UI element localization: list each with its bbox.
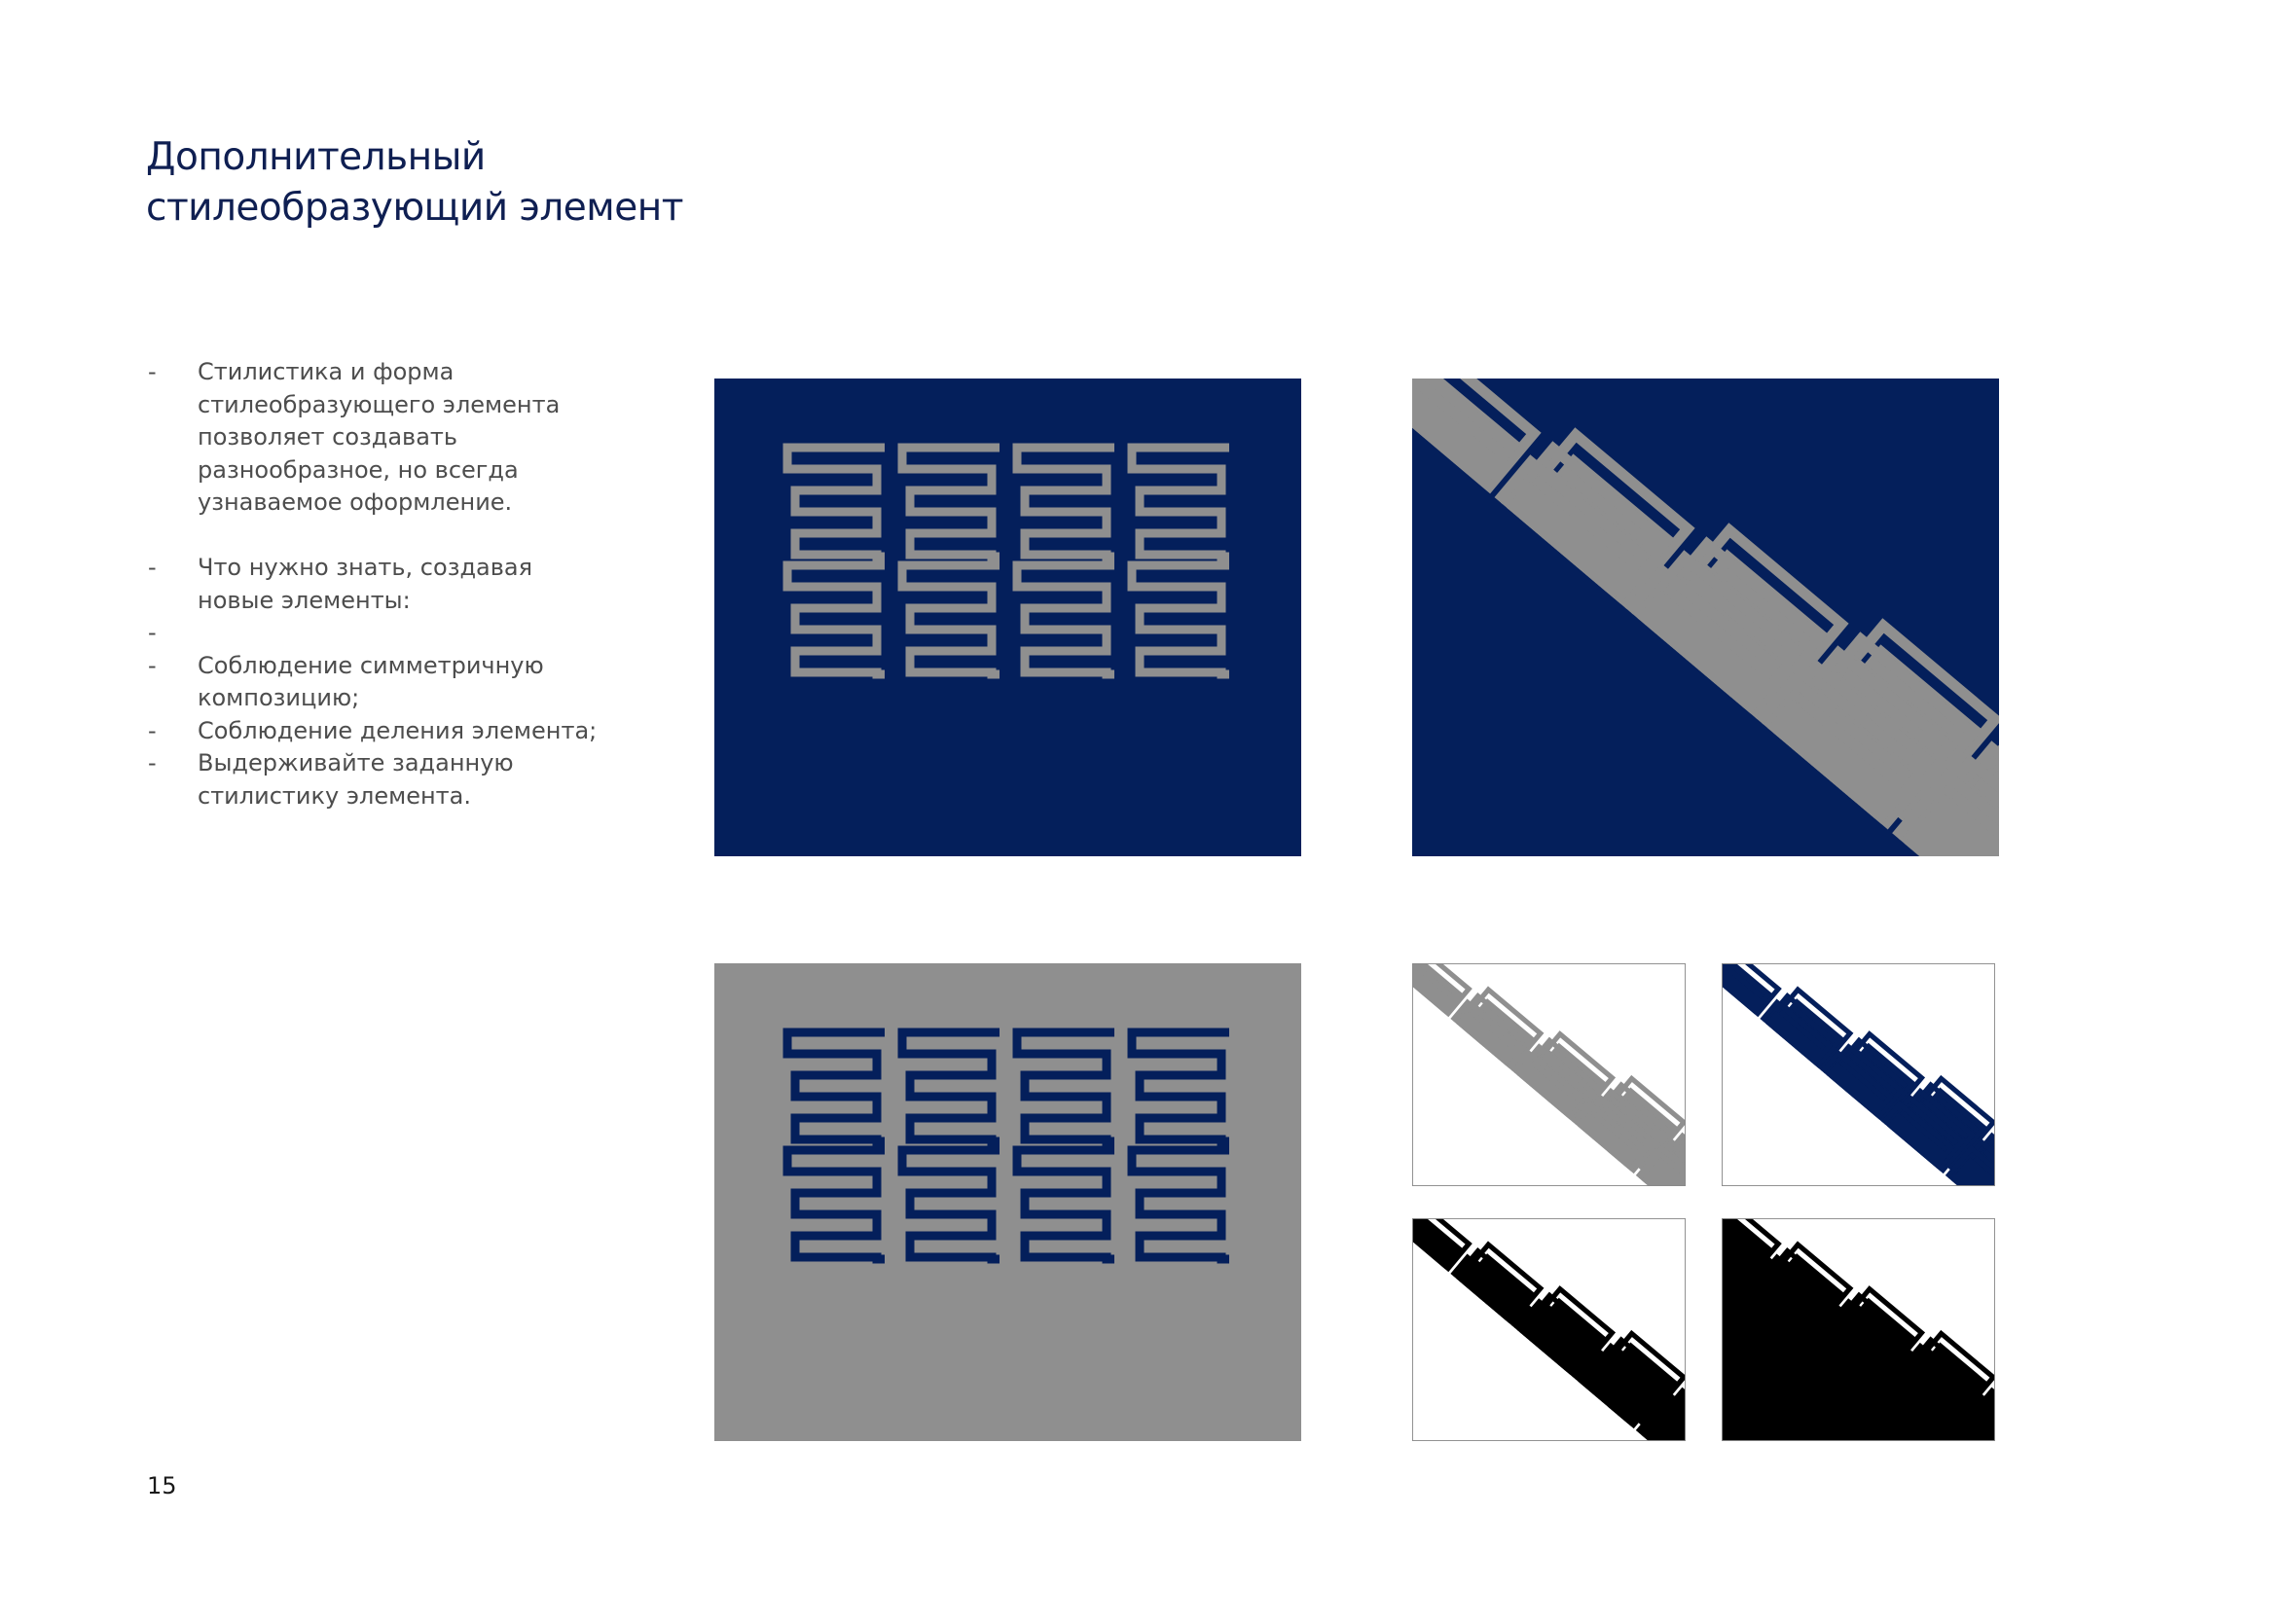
pattern-panel-diagonal-navy (1412, 379, 1999, 856)
bullet-item (146, 747, 603, 812)
pattern-panel-white-grey (1412, 963, 1686, 1186)
pattern-panel-black (1722, 1218, 1995, 1441)
title-line-2: стилеобразующий элемент (146, 186, 683, 230)
bullet-dash: - (148, 749, 157, 776)
bullet-text-line: новые элементы: (198, 586, 411, 614)
bullet-text-line (198, 617, 603, 650)
bullet-text-line: Что нужно знать, создавая (198, 554, 533, 581)
bullet-list (146, 356, 603, 812)
bullet-text-line: стилистику элемента. (198, 781, 471, 810)
meander-grid-grey-graphic (714, 963, 1301, 1441)
meander-diagonal-navy-graphic (1412, 379, 1999, 856)
bullet-text-line: стилеобразующего элемента (198, 390, 561, 418)
pattern-panel-grid-grey (714, 963, 1301, 1441)
bullet-item (146, 356, 603, 520)
bullet-dash: - (148, 554, 157, 581)
meander-white-navy-graphic (1722, 963, 1995, 1186)
bullet-dash: - (148, 358, 157, 385)
bullet-text-line: Соблюдение симметричную (198, 651, 544, 679)
bullet-text-line: позволяет создавать (198, 423, 458, 451)
bullet-text-line: Выдерживайте заданную (198, 749, 514, 776)
bullet-text-line: композицию; (198, 684, 360, 711)
bullet-text-line: Стилистика и форма (198, 358, 455, 385)
bullet-dash: - (148, 716, 157, 744)
page-number: 15 (147, 1472, 177, 1499)
bullet-item (146, 650, 603, 715)
meander-black-graphic (1722, 1218, 1995, 1441)
pattern-panel-white-black (1412, 1218, 1686, 1441)
bullet-item (146, 715, 603, 748)
bullet-spacer (146, 520, 603, 553)
bullet-text-line: узнаваемое оформление. (198, 488, 513, 516)
pattern-panel-grid-navy (714, 379, 1301, 856)
meander-white-grey-graphic (1412, 963, 1686, 1186)
page-title (146, 132, 683, 234)
bullet-dash: - (148, 619, 157, 646)
meander-white-black-graphic (1412, 1218, 1686, 1441)
bullet-item (146, 617, 603, 650)
pattern-panel-white-navy (1722, 963, 1995, 1186)
title-line-1: Дополнительный (146, 135, 486, 179)
bullet-text-line: Соблюдение деления элемента; (198, 716, 598, 744)
bullet-item (146, 552, 603, 617)
bullet-dash: - (148, 651, 157, 679)
meander-grid-navy-graphic (714, 379, 1301, 856)
bullet-text-line: разнообразное, но всегда (198, 455, 519, 484)
